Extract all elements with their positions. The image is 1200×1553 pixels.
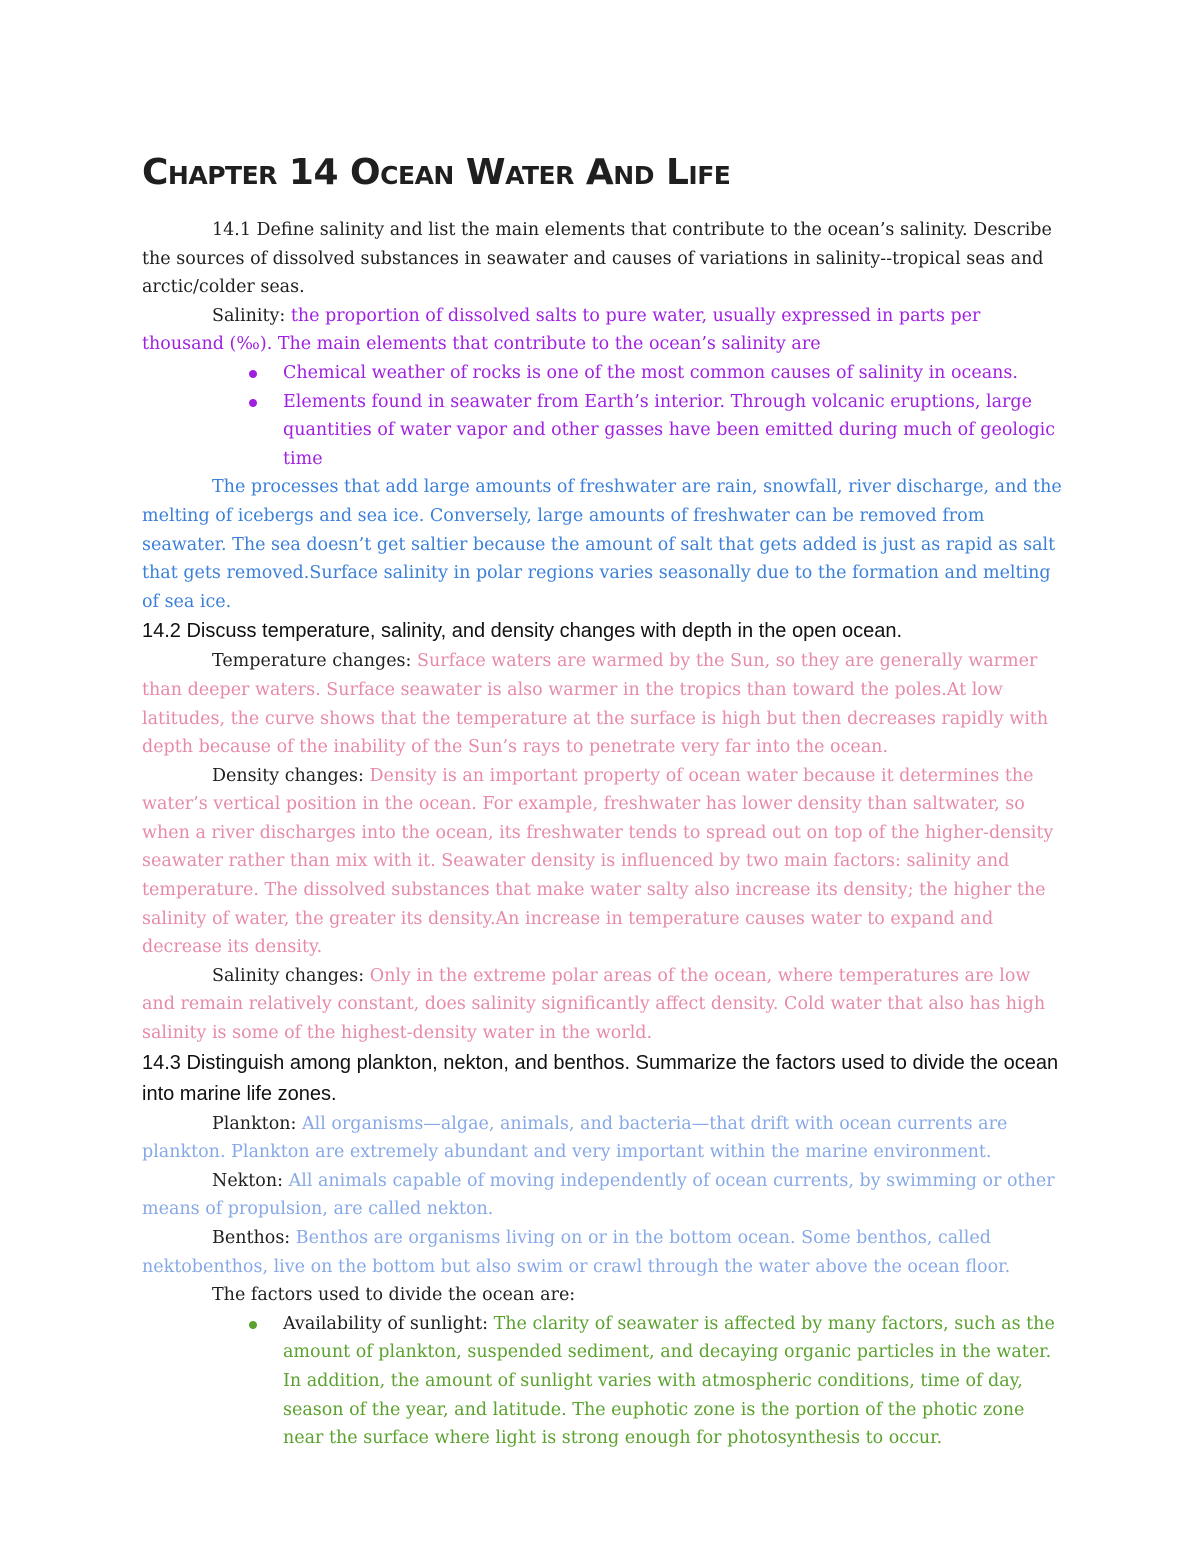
document-page [142, 148, 1062, 1453]
benthos-definition [142, 1224, 1062, 1281]
salinity-definition [142, 302, 1062, 359]
benthos-text: Benthos are organisms living on or in the bottom ocean. Some benthos, called nektobenthos, live on the bottom but also swim or crawl through the water above the ocean floor. [142, 1228, 1011, 1277]
temperature-changes [142, 647, 1062, 761]
freshwater-processes: The processes that add large amounts of freshwater are rain, snowfall, river discharge, and the melting of icebergs and sea ice. Conversely, large amounts of freshwater can be removed from seawater. The sea doesn’t get saltier because the amount of salt that gets added is just as rapid as salt that gets removed.Surface salinity in polar regions varies seasonally due to the formation and melting of sea ice. [142, 477, 1062, 612]
section-14-1-prompt: 14.1 Define salinity and list the main elements that contribute to the ocean’s salinity. Describe the sources of dissolved substances in seawater and causes of variations in salinity--tropical seas and arctic/colder seas. [142, 220, 1052, 298]
sunlight-label: Availability of sunlight: [283, 1313, 494, 1334]
density-text: Density is an important property of ocean water because it determines the water’s vertical position in the ocean. For example, freshwater has lower density than saltwater, so when a river discharges into the ocean, its freshwater tends to spread out on top of the higher-density seawater rather than mix with it. Seawater density is influenced by two main factors: salinity and temperature. The dissolved substances that make water salty also increase its density; the higher the salinity of water, the greater its density.An increase in temperature causes water to expand and decrease its density. [142, 765, 1054, 958]
temperature-text: Surface waters are warmed by the Sun, so they are generally warmer than deeper waters. Surface seawater is also warmer in the tropics than toward the poles.At low latitudes, the curve shows that the temperature at the surface is high but then decreases rapidly with depth because of the inability of the Sun’s rays to penetrate very far into the ocean. [142, 651, 1049, 758]
nekton-label: Nekton: [212, 1170, 289, 1191]
bullet-icon [249, 370, 257, 378]
section-14-2-heading: 14.2 Discuss temperature, salinity, and density changes with depth in the open ocean. [142, 620, 903, 643]
temperature-label: Temperature changes: [212, 651, 417, 672]
salinity-changes-label: Salinity changes: [212, 965, 370, 986]
bullet-icon [249, 399, 257, 407]
density-label: Density changes: [212, 765, 370, 786]
bullet-text: Chemical weather of rocks is one of the most common causes of salinity in oceans. [283, 362, 1018, 383]
plankton-definition [142, 1110, 1062, 1167]
factors-intro: The factors used to divide the ocean are: [212, 1285, 576, 1306]
salinity-text: the proportion of dissolved salts to pure water, usually expressed in parts per thousand (‰). The main elements that contribute to the ocean’s salinity are [142, 305, 981, 355]
section-14-3-heading: 14.3 Distinguish among plankton, nekton, and benthos. Summarize the factors used to divide the ocean into marine life zones. [142, 1051, 1059, 1105]
sunlight-text: The clarity of seawater is affected by many factors, such as the amount of plankton, suspended sediment, and decaying organic particles in the water. In addition, the amount of sunlight varies with atmospheric conditions, time of day, season of the year, and latitude. The euphotic zone is the portion of the photic zone near the surface where light is strong enough for photosynthesis to occur. [283, 1313, 1055, 1449]
plankton-label: Plankton: [212, 1113, 302, 1134]
bullet-icon [249, 1321, 257, 1329]
salinity-changes [142, 962, 1062, 1048]
list-item [283, 359, 1062, 388]
benthos-label: Benthos: [212, 1228, 296, 1248]
page-title: Chapter 14 Ocean Water And Life [142, 152, 731, 193]
list-item [283, 1310, 1062, 1453]
density-changes [142, 762, 1062, 962]
plankton-text: All organisms—algae, animals, and bacteria—that drift with ocean currents are plankton. Plankton are extremely abundant and very important within the marine environment. [142, 1113, 1008, 1163]
nekton-definition [142, 1167, 1062, 1224]
nekton-text: All animals capable of moving independently of ocean currents, by swimming or other means of propulsion, are called nekton. [142, 1170, 1055, 1220]
bullet-text: Elements found in seawater from Earth’s interior. Through volcanic eruptions, large quantities of water vapor and other gasses have been emitted during much of geologic time [283, 391, 1056, 469]
salinity-bullet-list [142, 359, 1062, 473]
factors-bullet-list [142, 1310, 1062, 1453]
salinity-label: Salinity: [212, 305, 291, 326]
salinity-changes-text: Only in the extreme polar areas of the ocean, where temperatures are low and remain relatively constant, does salinity significantly affect density. Cold water that also has high salinity is some of the highest-density water in the world. [142, 965, 1046, 1044]
list-item [283, 388, 1062, 474]
